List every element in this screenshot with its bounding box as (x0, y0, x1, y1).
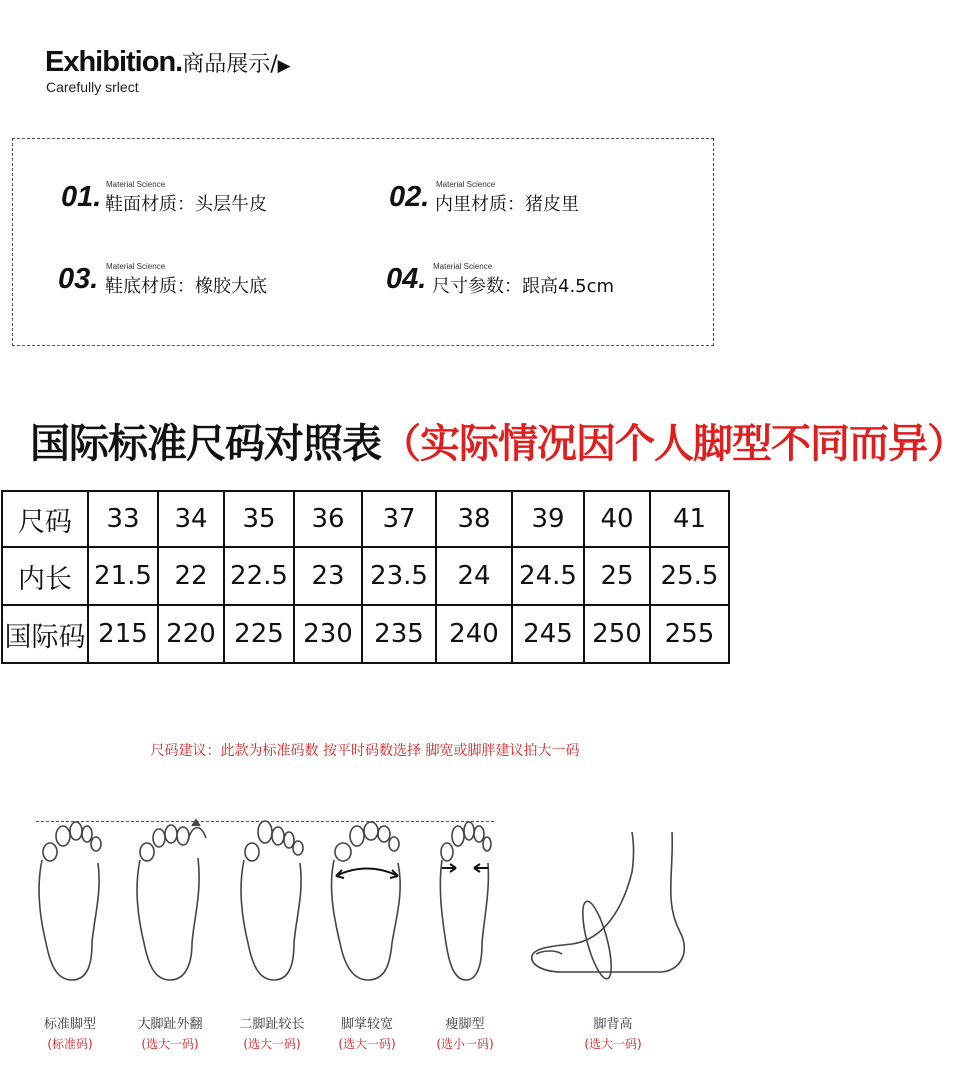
size-chart-table (1, 490, 730, 664)
size-advice: 尺码建议：此款为标准码数 按平时码数选择 脚宽或脚胖建议拍大一码 (150, 743, 580, 759)
foot-high-instep-icon (522, 832, 702, 982)
table-cell: 255 (650, 605, 729, 663)
table-row (2, 605, 729, 663)
row-label: 尺码 (2, 491, 88, 547)
foot-bunion-icon (128, 818, 218, 986)
table-cell: 215 (88, 605, 158, 663)
size-chart-title (30, 412, 966, 469)
table-cell: 38 (436, 491, 512, 547)
foot-type-recommendation: (选大一码) (338, 1037, 396, 1051)
table-cell: 37 (362, 491, 436, 547)
table-cell: 35 (224, 491, 294, 547)
material-text: 鞋面材质：头层牛皮 (105, 194, 267, 215)
table-cell: 23 (294, 547, 362, 605)
table-cell: 24.5 (512, 547, 584, 605)
table-cell: 235 (362, 605, 436, 663)
size-chart-title-main: 国际标准尺码对照表 (30, 421, 381, 467)
material-text: 内里材质：猪皮里 (435, 194, 579, 215)
foot-type-recommendation: (标准码) (47, 1037, 93, 1051)
table-cell: 245 (512, 605, 584, 663)
foot-thin-icon (430, 818, 500, 986)
table-cell: 21.5 (88, 547, 158, 605)
section-title-cn: 商品展示/ (182, 52, 278, 77)
table-cell: 225 (224, 605, 294, 663)
material-tag: Material Science (436, 180, 496, 189)
row-label: 内长 (2, 547, 88, 605)
table-cell: 220 (158, 605, 224, 663)
material-text: 鞋底材质：橡胶大底 (105, 276, 267, 297)
table-cell: 24 (436, 547, 512, 605)
material-tag: Material Science (106, 180, 166, 189)
foot-type-recommendation: (选小一码) (436, 1037, 494, 1051)
table-cell: 250 (584, 605, 650, 663)
material-number: 02. (389, 181, 430, 213)
table-cell: 36 (294, 491, 362, 547)
material-text: 尺寸参数：跟高4.5cm (432, 276, 615, 297)
material-number: 04. (386, 263, 427, 295)
size-chart-title-note: （实际情况因个人脚型不同而异） (381, 421, 966, 467)
table-cell: 39 (512, 491, 584, 547)
foot-type-name: 大脚趾外翻 (137, 1017, 203, 1032)
table-cell: 230 (294, 605, 362, 663)
foot-type-name: 脚掌较宽 (340, 1017, 393, 1032)
section-title (45, 46, 291, 79)
table-cell: 40 (584, 491, 650, 547)
table-cell: 41 (650, 491, 729, 547)
table-row (2, 547, 729, 605)
table-cell: 23.5 (362, 547, 436, 605)
material-number: 01. (61, 181, 102, 213)
row-label: 国际码 (2, 605, 88, 663)
table-cell: 33 (88, 491, 158, 547)
table-cell: 25 (584, 547, 650, 605)
section-title-en: Exhibition. (45, 46, 183, 78)
foot-type-name: 标准脚型 (43, 1017, 96, 1032)
foot-type-name: 瘦脚型 (445, 1017, 485, 1032)
foot-type-name: 脚背高 (593, 1017, 633, 1032)
table-cell: 22.5 (224, 547, 294, 605)
material-tag: Material Science (106, 262, 166, 271)
foot-type-recommendation: (选大一码) (141, 1037, 199, 1051)
foot-type-recommendation: (选大一码) (584, 1037, 642, 1051)
foot-long-second-toe-icon (232, 818, 312, 986)
table-cell: 25.5 (650, 547, 729, 605)
foot-type-name: 二脚趾较长 (239, 1017, 305, 1032)
foot-wide-icon (326, 818, 408, 986)
section-subtitle: Carefully srlect (46, 79, 139, 95)
table-cell: 34 (158, 491, 224, 547)
play-arrow-icon: ▶ (277, 56, 291, 76)
table-cell: 22 (158, 547, 224, 605)
foot-standard-icon (30, 818, 110, 986)
foot-type-recommendation: (选大一码) (243, 1037, 301, 1051)
material-number: 03. (58, 263, 99, 295)
table-cell: 240 (436, 605, 512, 663)
materials-box (12, 138, 714, 346)
table-row (2, 491, 729, 547)
material-tag: Material Science (433, 262, 493, 271)
